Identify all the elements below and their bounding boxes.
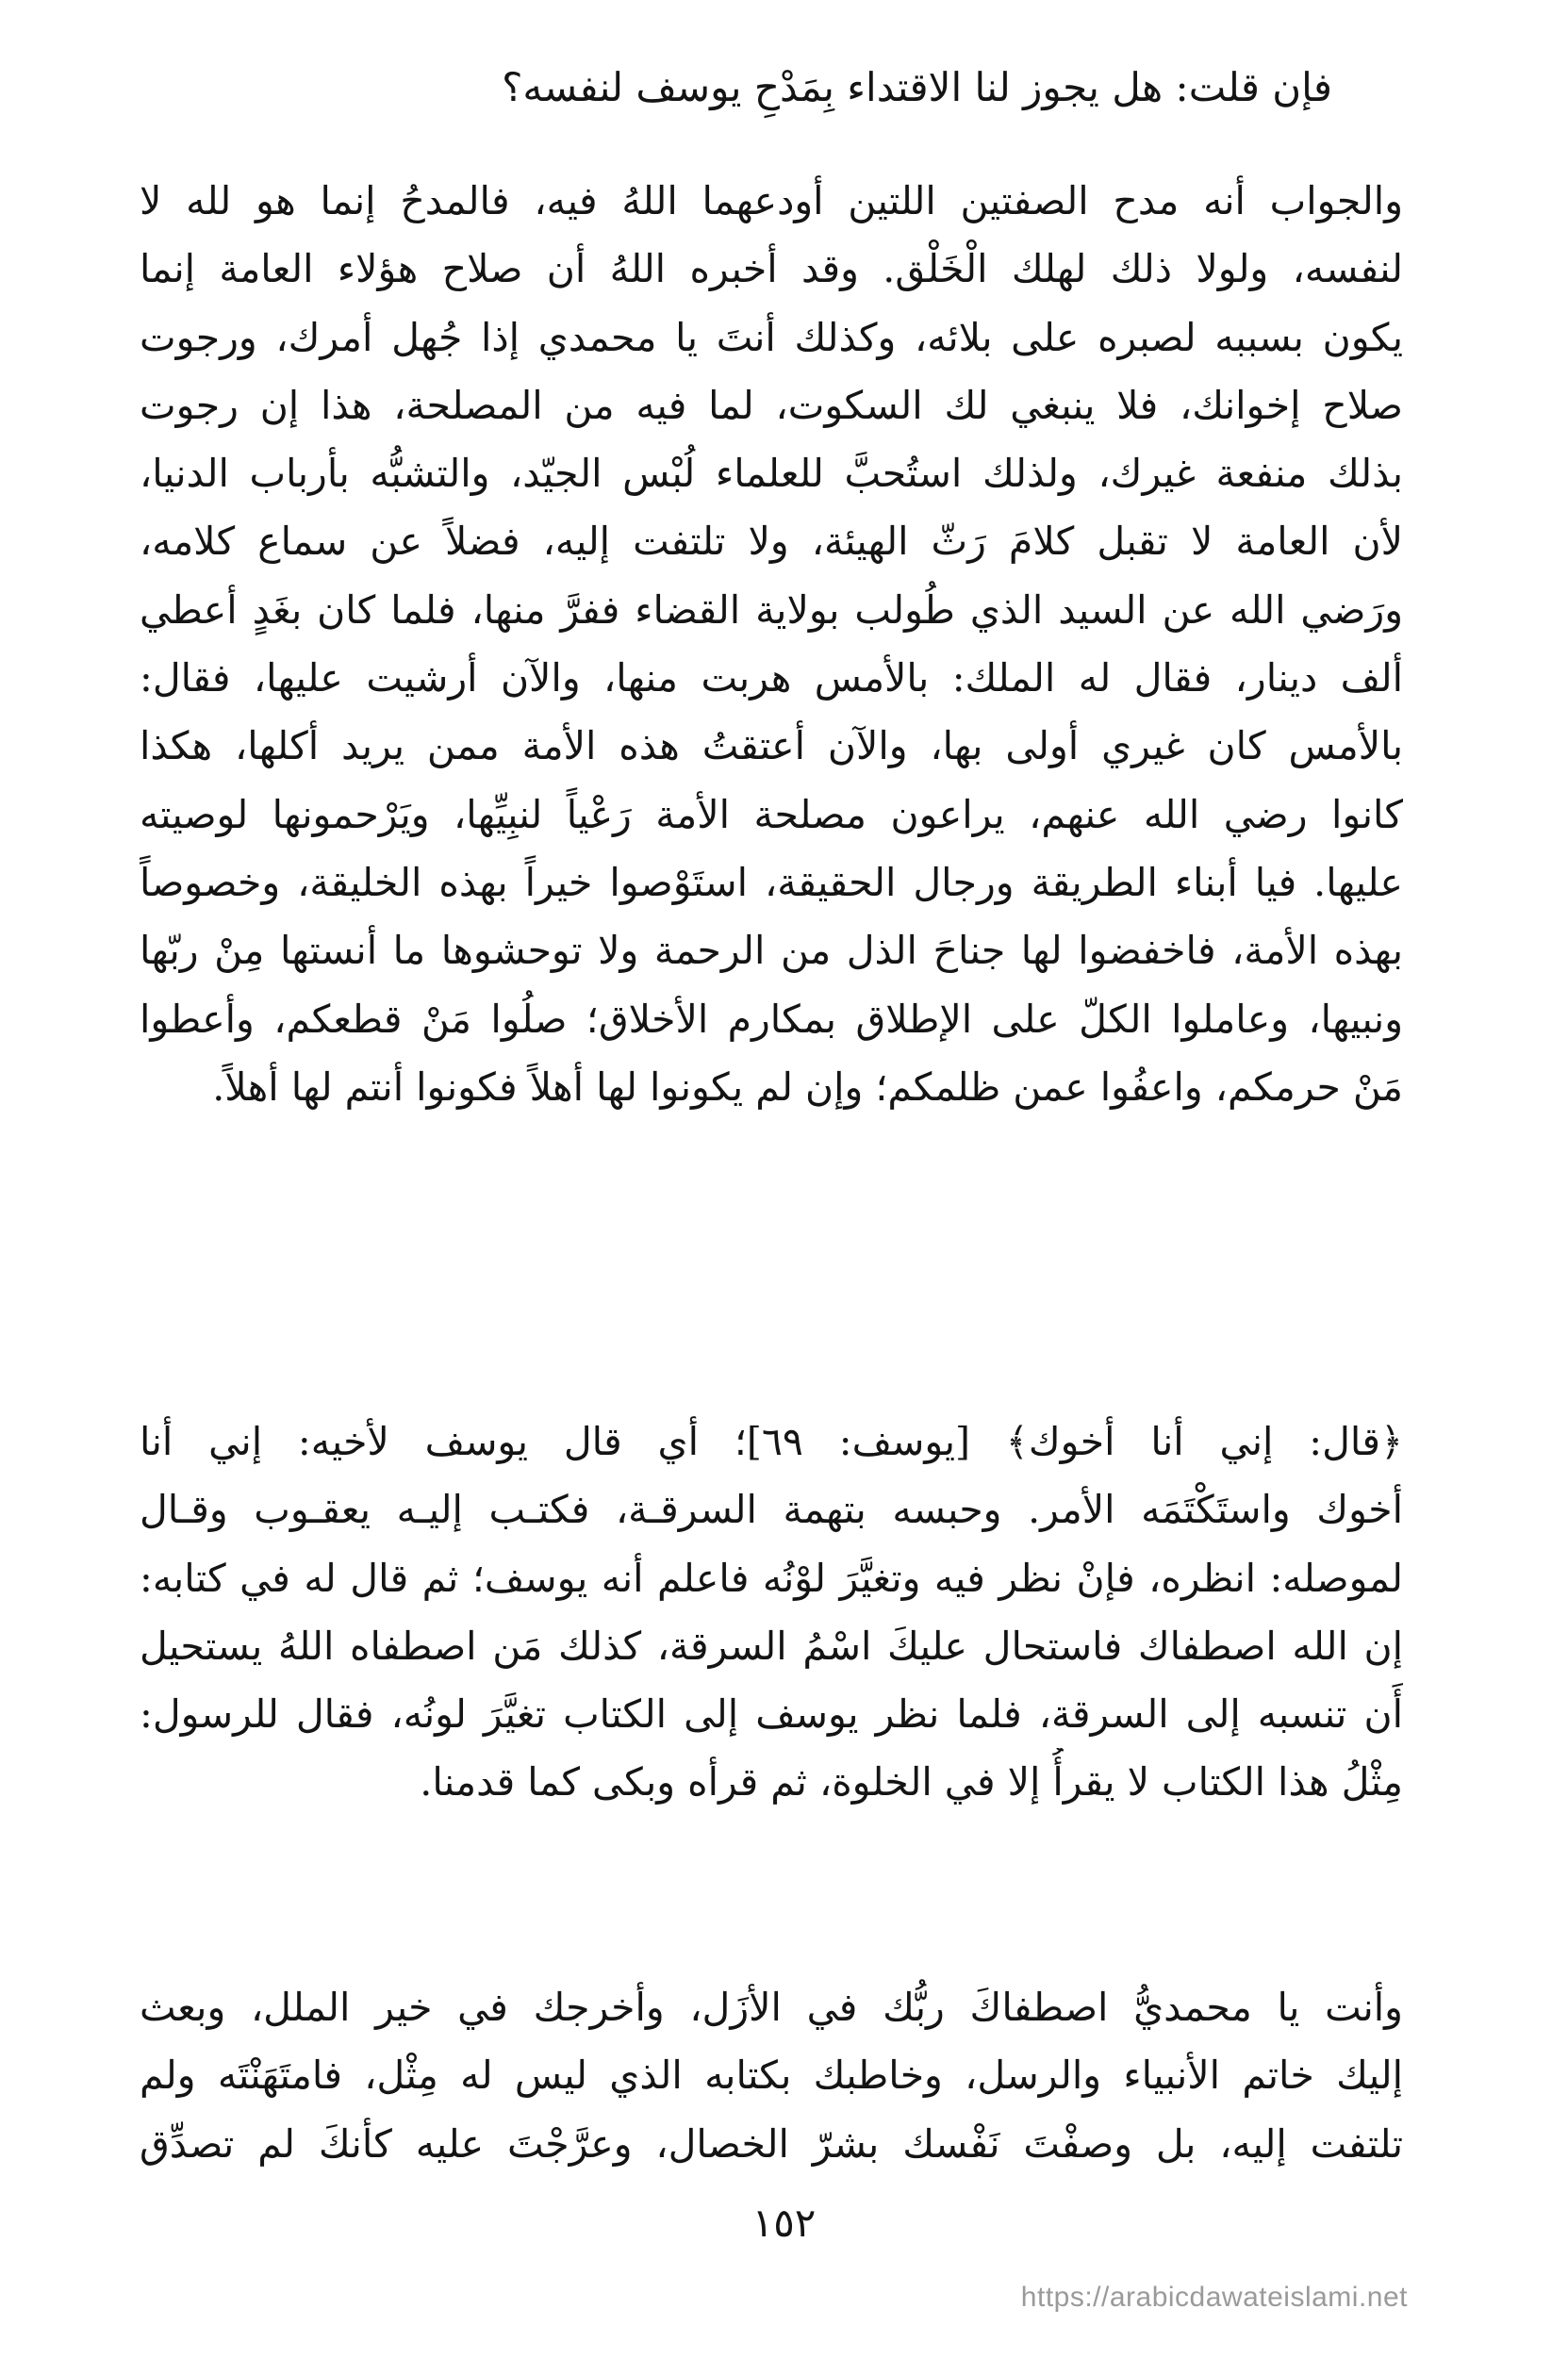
- text-line: بذلك منفعة غيرك، ولذلك استُحبَّ للعلماء لُبْس الجيّد، والتشبُّه بأرباب الدنيا،: [140, 451, 1403, 497]
- text-line: عليها. فيا أبناء الطريقة ورجال الحقيقة، استَوْصوا خيراً بهذه الخليقة، وخصوصاً: [140, 859, 1403, 905]
- text-line: لأن العامة لا تقبل كلامَ رَثّ الهيئة، ولا تلتفت إليه، فضلاً عن سماع كلامه،: [140, 519, 1403, 565]
- text-line: إليك خاتم الأنبياء والرسل، وخاطبك بكتابه الذي ليس له مِثْل، فامتَهَنْتَه ولم: [140, 2053, 1403, 2099]
- text-line: ونبيها، وعاملوا الكلّ على الإطلاق بمكارم الأخلاق؛ صلُوا مَنْ قطعكم، وأعطوا: [140, 996, 1403, 1042]
- text-line: صلاح إخوانك، فلا ينبغي لك السكوت، لما فيه من المصلحة، هذا إن رجوت: [140, 382, 1403, 428]
- text-line: ألف دينار، فقال له الملك: بالأمس هربت منها، والآن أرشيت عليها، فقال:: [140, 655, 1403, 701]
- text-line: لموصله: انظره، فإنْ نظر فيه وتغيَّرَ لوْنُه فاعلم أنه يوسف؛ ثم قال له في كتابه:: [140, 1555, 1403, 1601]
- watermark-url: https://arabicdawateislami.net: [1020, 2282, 1408, 2313]
- text-line: لنفسه، ولولا ذلك لهلك الْخَلْق. وقد أخبره اللهُ أن صلاح هؤلاء العامة إنما: [140, 246, 1403, 292]
- text-line: والجواب أنه مدح الصفتين اللتين أودعهما اللهُ فيه، فالمدحُ إنما هو لله لا: [140, 178, 1403, 223]
- paragraph-verse-commentary: [140, 1408, 1403, 1817]
- text-line: ﴿قال: إني أنا أخوك﴾ [يوسف: ٦٩]؛ أي قال يوسف لأخيه: إني أنا: [140, 1419, 1403, 1464]
- question-heading: فإن قلت: هل يجوز لنا الاقتداء بِمَدْحِ يوسف لنفسه؟: [502, 64, 1332, 110]
- paragraph-answer: [140, 167, 1403, 1121]
- text-line: كانوا رضي الله عنهم، يراعون مصلحة الأمة رَعْياً لنبِيِّها، ويَرْحمونها لوصيته: [140, 791, 1403, 837]
- text-line: مَنْ حرمكم، واعفُوا عمن ظلمكم؛ وإن لم يكونوا لها أهلاً فكونوا أنتم لها أهلاً.: [212, 1064, 1403, 1110]
- text-line: يكون بسببه لصبره على بلائه، وكذلك أنتَ يا محمدي إذا جُهل أمرك، ورجوت: [140, 314, 1403, 360]
- text-line: وأنت يا محمديُّ اصطفاكَ ربُّك في الأزَل، وأخرجك في خير الملل، وبعث: [140, 1985, 1403, 2030]
- text-line: مِثْلُ هذا الكتاب لا يقرأُ إلا في الخلوة، ثم قرأه وبكى كما قدمنا.: [420, 1759, 1403, 1806]
- page-number: ١٥٢: [751, 2200, 817, 2246]
- text-line: بالأمس كان غيري أولى بها، والآن أعتقتُ هذه الأمة ممن يريد أكلها، هكذا: [140, 723, 1403, 769]
- paragraph-address: [140, 1973, 1403, 2178]
- text-line: إن الله اصطفاك فاستحال عليكَ اسْمُ السرقة، كذلك مَن اصطفاه اللهُ يستحيل: [140, 1623, 1403, 1669]
- text-line: أَن تنسبه إلى السرقة، فلما نظر يوسف إلى الكتاب تغيَّرَ لونُه، فقال للرسول:: [140, 1691, 1403, 1738]
- text-line: تلتفت إليه، بل وصفْتَ نَفْسك بشرّ الخصال، وعرَّجْتَ عليه كأنكَ لم تصدِّق: [140, 2120, 1403, 2167]
- text-line: بهذه الأمة، فاخفضوا لها جناحَ الذل من الرحمة ولا توحشوها ما أنستها مِنْ ربّها: [140, 928, 1403, 974]
- text-line: ورَضي الله عن السيد الذي طُولب بولاية القضاء ففرَّ منها، فلما كان بغَدٍ أعطي: [140, 586, 1403, 633]
- text-line: أخوك واستَكْتَمَه الأمر. وحبسه بتهمة السرقـة، فكتـب إليـه يعقـوب وقـال: [140, 1487, 1403, 1533]
